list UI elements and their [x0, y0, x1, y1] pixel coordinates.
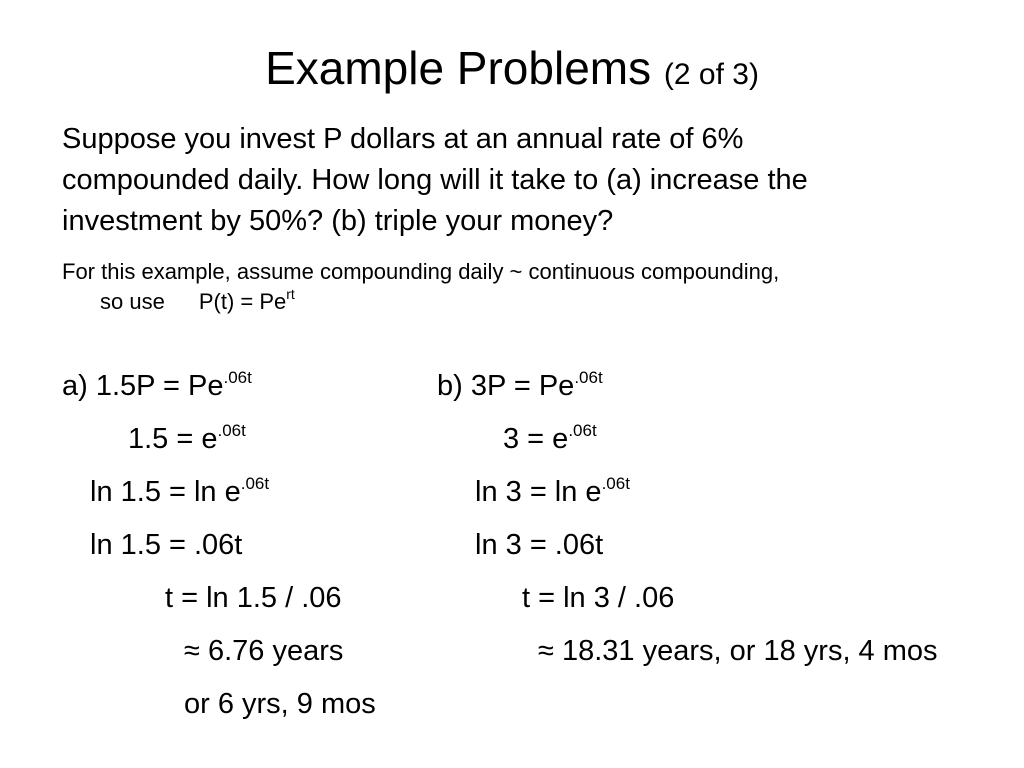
title-main: Example Problems	[265, 42, 652, 94]
exponent: .06t	[240, 474, 270, 493]
part-a-line-6: ≈ 6.76 years	[184, 635, 344, 667]
formula-exponent: rt	[286, 286, 295, 302]
exponent: .06t	[568, 421, 597, 440]
assumption-note	[62, 257, 779, 317]
part-a-line-1: a) $1.5P = Pe^{.06t}$	[62, 368, 252, 402]
part-b-line-2: $3 = e^{.06t}$	[503, 421, 597, 455]
problem-line-1: Suppose you invest P dollars at an annual rate of 6%	[62, 123, 744, 155]
title-sub: (2 of 3)	[663, 58, 759, 91]
part-a-line-4: ln 1.5 = .06t	[90, 529, 243, 561]
note-so-use: so use	[100, 289, 165, 314]
exponent: .06t	[217, 421, 246, 440]
part-a-line-5: t = ln 1.5 / .06	[165, 582, 342, 614]
part-b-line-5: t = ln 3 / .06	[522, 582, 675, 614]
part-b-line-3: $\ln 3 = \ln e^{.06t}$	[475, 474, 630, 508]
slide-title	[0, 40, 1024, 103]
exponent: .06t	[223, 368, 252, 387]
note-line-1: For this example, assume compounding daily ~ continuous compounding,	[62, 259, 780, 284]
part-b-line-6: ≈ 18.31 years, or 18 yrs, 4 mos	[538, 635, 938, 667]
part-a-line-7: or 6 yrs, 9 mos	[184, 688, 376, 720]
part-b-line-4: ln 3 = .06t	[475, 529, 604, 561]
exponent: .06t	[574, 368, 603, 387]
problem-statement	[62, 119, 808, 242]
note-line-2	[62, 287, 779, 317]
part-a-line-3: $\ln 1.5 = \ln e^{.06t}$	[90, 474, 270, 508]
exponent: .06t	[601, 474, 630, 493]
problem-line-3: investment by 50%? (b) triple your money?	[62, 205, 614, 237]
formula-base: P(t) = Pe	[198, 289, 287, 314]
part-a-line-2: $1.5 = e^{.06t}$	[128, 421, 246, 455]
problem-line-2: compounded daily. How long will it take to (a) increase the	[62, 164, 808, 196]
part-b-line-1: b) $3P = Pe^{.06t}$	[437, 368, 603, 402]
